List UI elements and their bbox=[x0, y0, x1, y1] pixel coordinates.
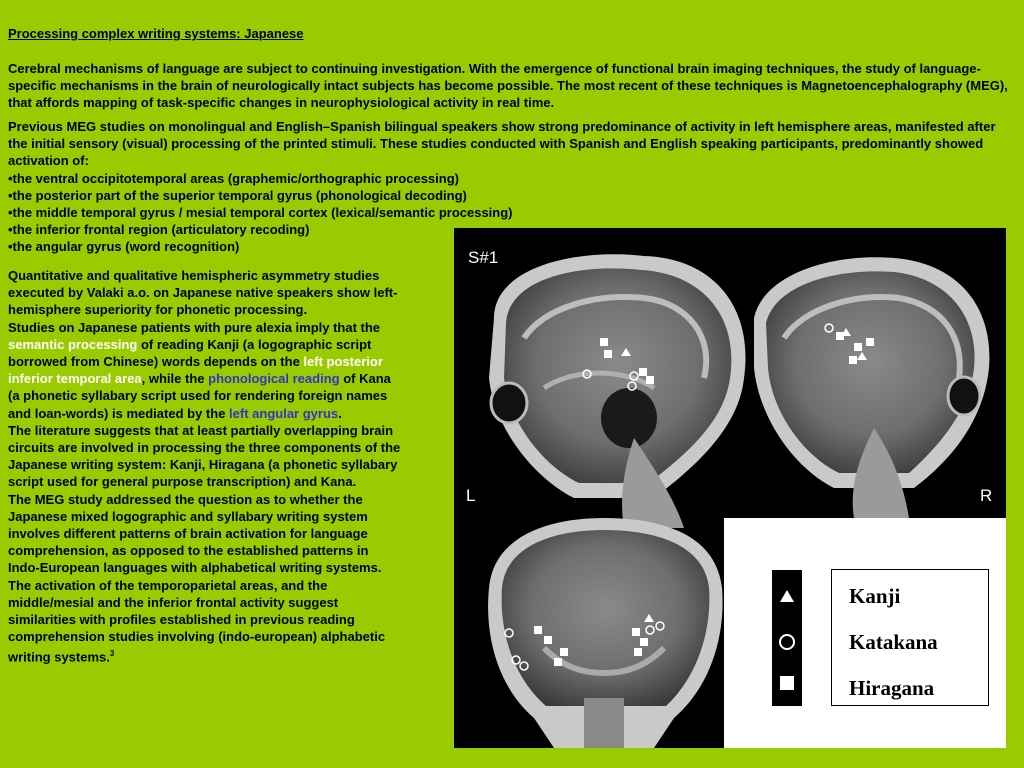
list-item: •the middle temporal gyrus / mesial temporal cortex (lexical/semantic processing) bbox=[8, 205, 513, 221]
triangle-icon bbox=[780, 590, 794, 602]
footnote-marker: 3 bbox=[109, 649, 115, 659]
circle-icon bbox=[780, 635, 794, 649]
list-item: •the angular gyrus (word recognition) bbox=[8, 239, 240, 255]
page-title: Processing complex writing systems: Japanese bbox=[8, 26, 304, 41]
intro-paragraph: Cerebral mechanisms of language are subject to continuing investigation. With the emergence of functional brain imaging techniques, the study of language-specific mechanisms in the brain of neurologically intact subjects has become possible. The most recent of these techniques is Magnetoencephalography (MEG), that affords mapping of task-specific changes in neurophysiological activity in real time. bbox=[8, 61, 1008, 111]
left-hemisphere-label: L bbox=[466, 486, 476, 505]
right-hemisphere-label: R bbox=[980, 486, 993, 505]
meg-brain-figure bbox=[454, 228, 1006, 748]
list-item: •the posterior part of the superior temporal gyrus (phonological decoding) bbox=[8, 187, 467, 203]
legend-panel bbox=[724, 518, 1006, 748]
previous-studies-lead: Previous MEG studies on monolingual and English–Spanish bilingual speakers show strong predominance of activity in left hemisphere areas, manifested after the initial sensory (visual) processing of the printed stimuli. These studies conducted with Spanish and English speaking participants, predominantly showed activation of: bbox=[8, 119, 996, 169]
legend-hiragana: Hiragana bbox=[849, 676, 935, 700]
literature-paragraph: The literature suggests that at least partially overlapping brain circuits are involved in processing the three components of the Japanese writing system: Kanji, Hiragana (a phonetic syllabary script used for general purpose transcription) and Kana. bbox=[8, 422, 401, 490]
text-column bbox=[8, 267, 403, 666]
right-sagittal-scan bbox=[754, 257, 989, 518]
highlight-phonological-reading: phonological reading bbox=[208, 371, 340, 387]
list-item: •the ventral occipitotemporal areas (graphemic/orthographic processing) bbox=[8, 170, 459, 186]
legend-kanji: Kanji bbox=[849, 584, 901, 608]
highlight-left-angular-gyrus: left angular gyrus bbox=[229, 405, 339, 421]
highlight-semantic-processing: semantic processing bbox=[8, 336, 138, 352]
activation-paragraph: The activation of the temporoparietal areas, and the middle/mesial and the inferior frontal activity suggest similarities with profiles established in previous reading comprehension studies involving (indo-european) alphabetic writing systems.$^3$ bbox=[8, 577, 386, 665]
legend-box bbox=[831, 569, 989, 706]
legend-symbols bbox=[772, 570, 802, 706]
meg-study-paragraph: The MEG study addressed the question as to whether the Japanese mixed logographic and syllabary writing system involves different patterns of brain activation for language comprehension, as opposed to the established patterns in Indo-European languages with alphabetical writing systems. bbox=[8, 491, 382, 576]
left-sagittal-scan bbox=[489, 254, 746, 528]
highlight-left-posterior-inferior-temporal: left posterior inferior temporal area bbox=[8, 354, 383, 387]
alexia-paragraph: Studies on Japanese patients with pure alexia imply that the semantic processing of reading Kanji (a logographic script borrowed from Chinese) words depends on the left posterior inferior temporal area, while the phonological reading of Kana (a phonetic syllabary script used for rendering foreign names and loan-words) is mediated by the left angular gyrus. bbox=[8, 319, 391, 421]
asymmetry-paragraph: Quantitative and qualitative hemispheric asymmetry studies executed by Valaki a.o. on Japanese native speakers show left-hemisphere superiority for phonetic processing. bbox=[8, 268, 398, 318]
square-icon bbox=[780, 676, 794, 690]
list-item: •the inferior frontal region (articulatory recoding) bbox=[8, 222, 310, 238]
coronal-scan bbox=[488, 518, 723, 748]
legend-katakana: Katakana bbox=[849, 630, 938, 654]
subject-label: S#1 bbox=[468, 248, 499, 267]
